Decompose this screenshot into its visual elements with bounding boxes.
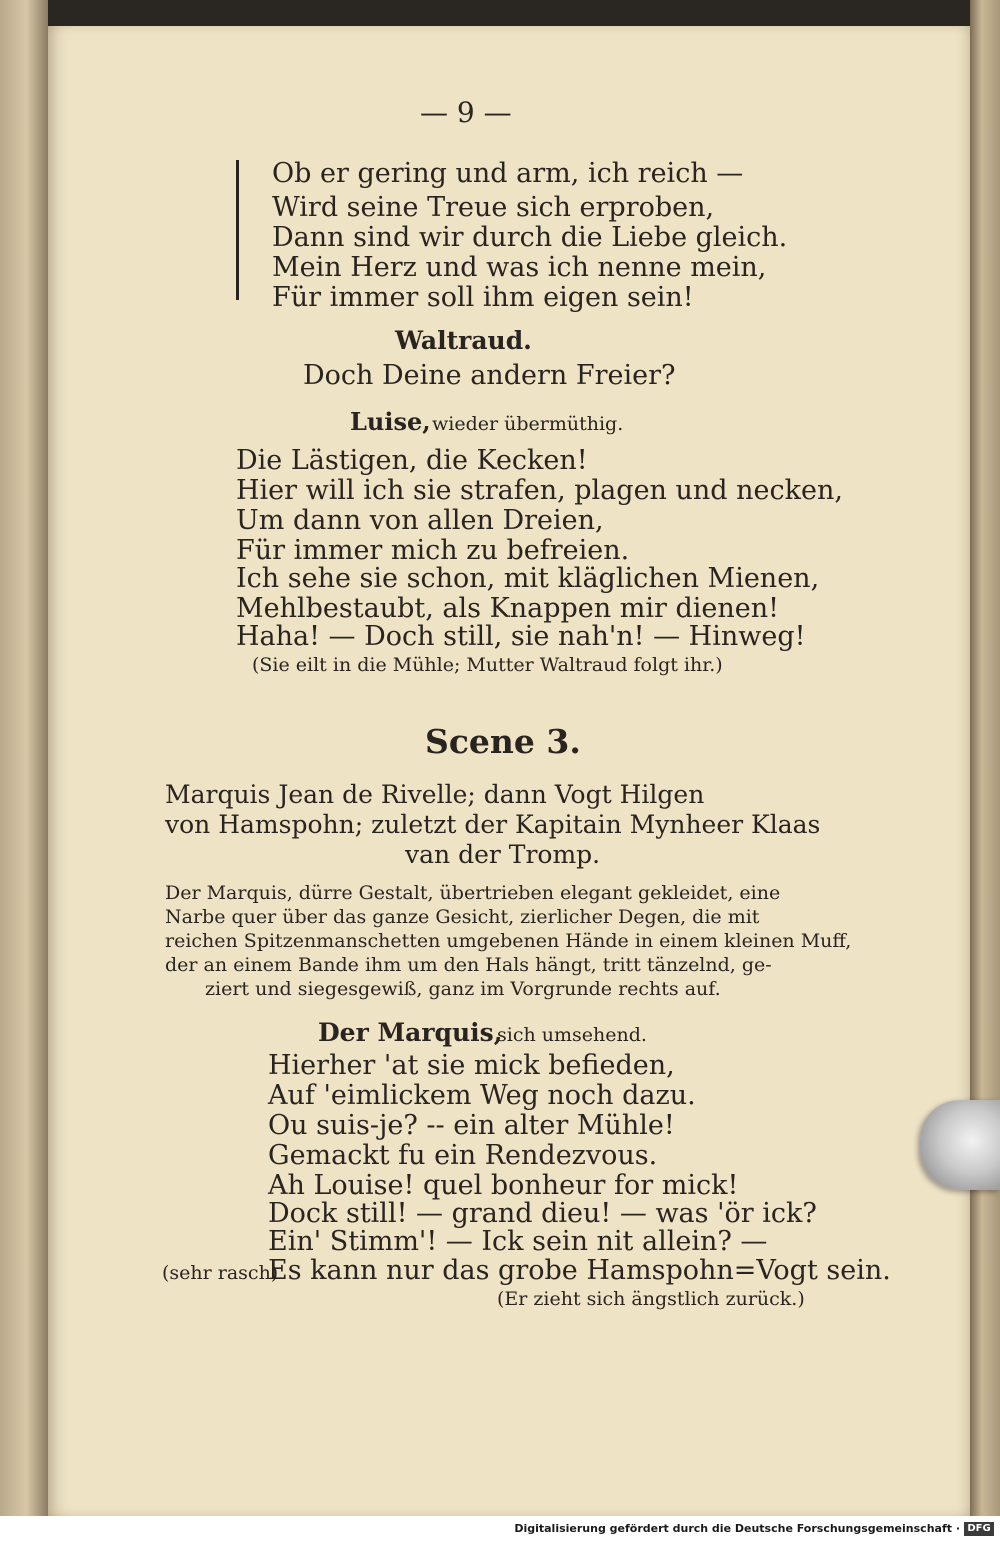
stage-direction-exit: (Sie eilt in die Mühle; Mutter Waltraud folgt ihr.) (252, 654, 723, 676)
description-line-1: Der Marquis, dürre Gestalt, übertrieben elegant gekleidet, eine (165, 882, 781, 904)
marquis-line-6: Dock still! — grand dieu! — was 'ör ick? (268, 1198, 817, 1229)
aside-direction: (sehr rasch) (162, 1262, 279, 1284)
description-line-4: der an einem Bande ihm um den Hals hängt, tritt tänzelnd, ge- (165, 954, 772, 976)
right-page-edge (970, 0, 1000, 1544)
speaker-luise: Luise, (350, 407, 431, 436)
waltraud-line: Doch Deine andern Freier? (303, 360, 676, 391)
luise-line-2: Hier will ich sie strafen, plagen und necken, (236, 475, 843, 506)
description-line-5: ziert und siegesgewiß, ganz im Vorgrunde rechts auf. (205, 978, 721, 1000)
verse-bracket (236, 160, 239, 300)
cast-line-2: von Hamspohn; zuletzt der Kapitain Mynheer Klaas (165, 810, 821, 839)
verse1-line-2: Wird seine Treue sich erproben, (272, 192, 715, 223)
page-clip (920, 1100, 1000, 1190)
verse1-line-5: Für immer soll ihm eigen sein! (272, 282, 694, 313)
stage-direction-retreat: (Er zieht sich ängstlich zurück.) (497, 1288, 805, 1310)
luise-line-7: Haha! — Doch still, sie nah'n! — Hinweg! (236, 621, 806, 652)
speaker-waltraud: Waltraud. (395, 326, 532, 355)
marquis-direction: sich umsehend. (497, 1024, 647, 1046)
verse1-line-4: Mein Herz und was ich nenne mein, (272, 252, 767, 283)
dfg-logo: DFG (964, 1522, 994, 1536)
marquis-line-8: Es kann nur das grobe Hamspohn=Vogt sein. (268, 1255, 891, 1286)
luise-line-4: Für immer mich zu befreien. (236, 535, 630, 566)
funding-credit: Digitalisierung gefördert durch die Deutsche Forschungsgemeinschaft · (514, 1522, 960, 1535)
marquis-line-4: Gemackt fu ein Rendezvous. (268, 1140, 658, 1171)
verse1-line-1: Ob er gering und arm, ich reich — (272, 158, 744, 189)
luise-line-5: Ich sehe sie schon, mit kläglichen Mienen, (236, 563, 820, 594)
luise-direction: wieder übermüthig. (432, 413, 624, 435)
cast-line-3: van der Tromp. (405, 840, 601, 869)
marquis-line-2: Auf 'eimlickem Weg noch dazu. (268, 1080, 696, 1111)
scene-title: Scene 3. (425, 722, 581, 761)
verse1-line-3: Dann sind wir durch die Liebe gleich. (272, 222, 788, 253)
speaker-marquis: Der Marquis, (318, 1018, 503, 1047)
marquis-line-7: Ein' Stimm'! — Ick sein nit allein? — (268, 1226, 768, 1257)
description-line-2: Narbe quer über das ganze Gesicht, zierlicher Degen, die mit (165, 906, 760, 928)
marquis-line-5: Ah Louise! quel bonheur for mick! (268, 1170, 739, 1201)
left-page-edge (0, 0, 48, 1544)
marquis-line-3: Ou suis-je? -- ein alter Mühle! (268, 1110, 675, 1141)
luise-line-1: Die Lästigen, die Kecken! (236, 445, 588, 476)
luise-line-3: Um dann von allen Dreien, (236, 505, 604, 536)
marquis-line-1: Hierher 'at sie mick befieden, (268, 1050, 675, 1081)
page-number: — 9 — (420, 96, 512, 129)
luise-line-6: Mehlbestaubt, als Knappen mir dienen! (236, 593, 779, 624)
cast-line-1: Marquis Jean de Rivelle; dann Vogt Hilgen (165, 780, 705, 809)
description-line-3: reichen Spitzenmanschetten umgebenen Hände in einem kleinen Muff, (165, 930, 852, 952)
